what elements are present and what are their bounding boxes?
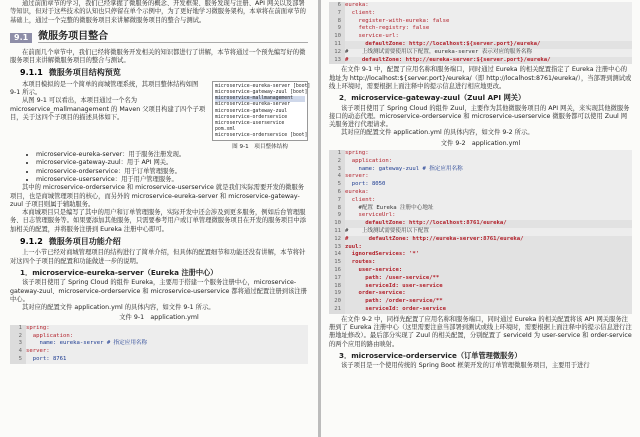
line-number: 6 — [329, 189, 345, 197]
code-text: #配置 Eureka 注册中心地址 — [345, 204, 434, 211]
code-line — [329, 205, 632, 213]
list-item: • microservice-gateway-zuul：用于 API 网关。 — [36, 159, 308, 167]
code-line — [329, 220, 632, 228]
code-text: user-service: — [345, 267, 403, 273]
paragraph: 其对应的配置文件 application.yml 的具体内容，如文件 9-2 所示。 — [341, 129, 534, 137]
list-item: • microservice-userservice：用于用户管理服务。 — [36, 176, 308, 184]
code-text: application: — [26, 332, 74, 339]
line-number: 10 — [329, 33, 345, 41]
subsection-number-1: 9.1.1 — [20, 68, 43, 78]
code-line — [10, 356, 308, 364]
item-heading-1: 1．microservice-eureka-server（Eureka 注册中心） — [20, 267, 218, 277]
code-text: eureka: — [345, 189, 369, 196]
code-block-1 — [10, 325, 308, 364]
list-item: • microservice-eureka-server：用于服务注册发现。 — [36, 151, 308, 159]
code-line — [329, 251, 632, 259]
code-text: # defaultZone: http://eureka-server:${server.port}/eureka/ — [345, 56, 551, 63]
code-line — [329, 244, 632, 252]
code-line — [329, 158, 632, 166]
line-number: 11 — [329, 228, 345, 236]
code-line — [329, 173, 632, 181]
line-number: 6 — [329, 2, 345, 10]
tree-item: pom.xml — [215, 127, 236, 133]
service-list — [10, 151, 308, 184]
code-caption: 文件 9-1 application.yml — [119, 314, 199, 322]
tree-item: microservice-gateway-zuul [boot] — [215, 89, 308, 95]
code-text: # defaultZone: http://eureka-server:8761/eureka/ — [345, 235, 524, 242]
project-tree — [212, 81, 311, 141]
line-number: 4 — [10, 348, 26, 356]
code-line — [329, 259, 632, 267]
line-number: 5 — [329, 181, 345, 189]
line-number: 11 — [329, 41, 345, 49]
line-number: 12 — [329, 49, 345, 57]
code-text: name: gateway-zuul # 指定应用名称 — [345, 165, 463, 172]
item-heading-3: 3．microservice-orderservice（订单管理微服务） — [339, 350, 522, 360]
tree-item: microservice-userservice — [215, 121, 285, 126]
line-number: 3 — [329, 166, 345, 174]
paragraph: 上一小节已经对商城管理项目的结构进行了简单介绍，但具体的配置细节和功能还没有讲解，本节将针对这四个子项目的配置和功能做进一步的说明。 — [10, 249, 306, 265]
code-line — [10, 348, 308, 356]
section-paragraph: 在前面几个章节中，我们已经将微服务开发相关的知识都进行了讲解，本节将通过一个预先编写好的微服务项目来讲解微服务项目的整合与测试。 — [10, 48, 306, 65]
project-structure-figure — [212, 81, 311, 151]
line-number: 2 — [10, 333, 26, 341]
paragraph: 该子项目使用了 Spring Cloud 的组件 Eureka，主要用于搭建一个服务注册中心，microservice-gateway-zuul、microservice-orderservice 和 microservice-userservice 都将通过配置注册到该注册中心。 — [10, 279, 307, 303]
line-number: 10 — [329, 220, 345, 228]
code-text: # 上线测试需要使用以下配置，eureka-server 表示对应的服务名称 — [345, 48, 533, 55]
line-number: 2 — [329, 158, 345, 166]
section-number: 9.1 — [10, 33, 32, 43]
code-text: path: /user-service/** — [345, 274, 440, 281]
code-block-1-continued — [329, 2, 632, 64]
left-page — [0, 0, 318, 437]
list-item: • microservice-orderservice：用于订单管理服务。 — [36, 168, 308, 176]
tree-item: microservice-orderservice [boot] — [215, 133, 308, 139]
line-number: 9 — [329, 25, 345, 33]
code-text: serviceId: user-service — [345, 282, 443, 289]
line-number: 17 — [329, 275, 345, 283]
paragraph: 本项目模拟的是一个简单的商城管理系统，其项目整体结构如图 9-1 所示。 — [10, 80, 199, 97]
code-line — [329, 150, 632, 158]
line-number: 19 — [329, 290, 345, 298]
paragraph: 在文件 9-2 中，同样先配置了应用名称和服务端口，同时通过 Eureka 的相关配置将该 API 网关服务注册到了 Eureka 注册中心（这里需要注意当部署到测试或线上环境时，需要根据上面注释中的提示信息进行注册地址修改）。最后部分实现了 Zuul 的相关配置，分别配置了 serviceId 为 user-service 和 order-service 的两个应用的路由映射。 — [329, 315, 632, 348]
code-text: server: — [345, 173, 369, 180]
code-text: serviceUrl: — [345, 212, 396, 219]
code-line — [329, 283, 632, 291]
code-text: name: eureka-server # 指定应用名称 — [26, 340, 148, 347]
code-line — [329, 197, 632, 205]
code-text: spring: — [345, 150, 369, 157]
subsection-number-2: 9.1.2 — [20, 237, 43, 247]
code-line — [329, 189, 632, 197]
figure-caption: 图 9-1 项目整体结构 — [232, 143, 288, 150]
line-number: 9 — [329, 212, 345, 220]
item-heading-2: 2．microservice-gateway-zuul（Zuul API 网关） — [339, 93, 526, 103]
line-number: 21 — [329, 306, 345, 314]
code-line — [329, 166, 632, 174]
line-number: 5 — [10, 356, 26, 364]
line-number: 16 — [329, 267, 345, 275]
paragraph: 其对应的配置文件 application.yml 的具体内容，如文件 9-1 所示。 — [22, 304, 215, 312]
paragraph: 从图 9-1 可以看出，本项目通过一个名为 microservice_mallmanagement 的 Maven 父项目构建了四个子项目，关于这四个子项目的描述具体如下。 — [10, 97, 206, 121]
code-text: # 上线测试需要使用以下配置 — [345, 228, 429, 235]
code-text: ignoredServices: '*' — [345, 251, 420, 258]
code-line — [329, 10, 632, 18]
subsection-heading-1 — [20, 69, 308, 77]
code-line — [329, 306, 632, 314]
code-line — [329, 228, 632, 236]
code-text: zuul: — [345, 243, 362, 250]
code-text: application: — [345, 157, 393, 164]
paragraph: 在文件 9-1 中，配置了应用名称和服务端口，同时通过 Eureka 的相关配置指定了 Eureka 注册中心的地址为 http://localhost:${server.port}/eureka/（即 http://localhost:8761/eureka/），当部署到测试或线上环境时，需要根据上面注释中的提示信息进行相应地更改。 — [329, 66, 632, 90]
line-number: 1 — [10, 325, 26, 333]
tree-item: microservice-orderservice — [215, 114, 288, 120]
line-number: 7 — [329, 10, 345, 18]
code-line — [329, 33, 632, 41]
line-number: 14 — [329, 251, 345, 259]
code-line — [10, 325, 308, 333]
tree-item: microservice-gateway-zuul — [215, 108, 288, 114]
figure-row — [10, 80, 311, 151]
code-line — [329, 2, 632, 10]
code-text: client: — [345, 9, 376, 16]
line-number: 8 — [329, 205, 345, 213]
tree-item: microservice-eureka-server [boot] — [215, 83, 311, 89]
subsection-title-2: 微服务项目功能介绍 — [48, 237, 121, 247]
code-line — [329, 18, 632, 26]
code-text: path: /order-service/** — [345, 298, 443, 305]
paragraph: 该子项目使用了 Spring Cloud 的组件 Zuul，主要作为其他微服务项目的 API 网关，来实现其他微服务接口的动态代理。microservice-orderservice 和 microservice-userservice 微服务都可以使用 Zuul 网关服务进行代理请求。 — [329, 104, 630, 129]
line-number: 8 — [329, 18, 345, 26]
intro-paragraph: 通过前面章节的学习，我们已经掌握了微服务的概念、开发框架、服务发现与注册、API 网关以及部署等知识，但对于这些技术的认知也只停留在单个示例中，为了更好地学习微服务架构，本章将在前面章节的基础上，通过一个完整的微服务项目来讲解微服务项目的整合与测试。 — [10, 0, 306, 24]
paragraph: 该子项目是一个使用传统的 Spring Boot 框架开发的订单管理微服务项目，主要用于进行 — [341, 362, 590, 370]
code-text: port: 8761 — [26, 355, 67, 362]
line-number: 3 — [10, 340, 26, 348]
code-text: fetch-registry: false — [345, 25, 430, 32]
code-line — [329, 298, 632, 306]
paragraph: 其中的 microservice-orderservice 和 microservice-userservice 就是我们实际需要开发的微服务项目，也是商城管理项目的核心，而另外的 microservice-eureka-server 和 microservice-gateway-zuul 子项目则属于辅助服务。 — [10, 184, 305, 208]
code-text: port: 8050 — [345, 181, 386, 188]
code-text: routes: — [345, 259, 376, 266]
code-line — [329, 57, 632, 65]
code-line — [329, 49, 632, 57]
code-line — [329, 267, 632, 275]
code-text: service-url: — [345, 33, 399, 40]
line-number: 15 — [329, 259, 345, 267]
line-number: 12 — [329, 236, 345, 244]
figure-side-text — [10, 81, 206, 151]
code-line — [329, 41, 632, 49]
code-text: client: — [345, 196, 376, 203]
section-heading — [10, 31, 308, 45]
code-text: serviceId: order-service — [345, 305, 447, 312]
code-line — [329, 181, 632, 189]
subsection-title-1: 微服务项目结构预览 — [48, 68, 121, 78]
code-text: server: — [26, 348, 50, 355]
code-text: register-with-eureka: false — [345, 17, 450, 24]
code-text: defaultZone: http://localhost:${server.port}/eureka/ — [345, 40, 541, 47]
code-line — [329, 25, 632, 33]
code-line — [329, 290, 632, 298]
paragraph: 本商城项目只是编写了其中的用户和订单管理服务，实际开发中还会涉及到更多服务，例如后台管理服务、日志管理服务等。如果要添加其他服务，只需要参考用户或订单管理微服务项目在开发的服务项目中添加相关的配置，并将服务注册到 Eureka 注册中心即可。 — [10, 209, 306, 233]
line-number: 18 — [329, 283, 345, 291]
line-number: 13 — [329, 57, 345, 65]
code-line — [329, 212, 632, 220]
line-number: 7 — [329, 197, 345, 205]
tree-item: microservice-mallmanagement — [215, 96, 305, 102]
code-block-2 — [329, 150, 632, 314]
code-line — [10, 340, 308, 348]
code-text: defaultZone: http://localhost:8761/eureka/ — [345, 220, 507, 227]
code-text: eureka: — [345, 2, 369, 8]
code-text: order-service: — [345, 290, 406, 297]
line-number: 4 — [329, 173, 345, 181]
subsection-heading-2 — [20, 238, 308, 246]
section-title: 微服务项目整合 — [38, 33, 308, 43]
code-text: spring: — [26, 324, 50, 331]
code-line — [329, 275, 632, 283]
right-page — [321, 0, 640, 437]
line-number: 20 — [329, 298, 345, 306]
line-number: 13 — [329, 244, 345, 252]
code-caption: 文件 9-2 application.yml — [440, 139, 521, 147]
tree-item: microservice-eureka-server — [215, 102, 291, 108]
code-line — [329, 236, 632, 244]
line-number: 1 — [329, 150, 345, 158]
